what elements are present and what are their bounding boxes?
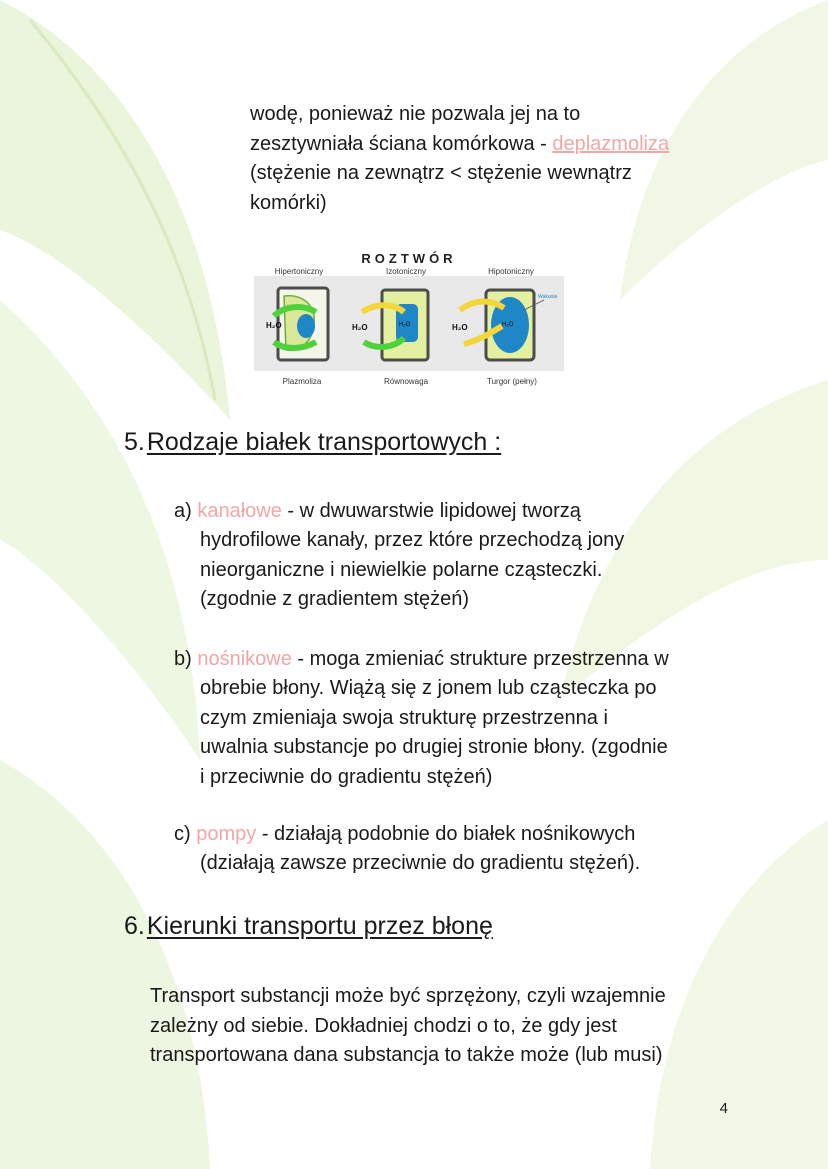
- page-number: 4: [719, 1100, 728, 1117]
- section-6-heading: [124, 911, 493, 941]
- label-hipertoniczny: Hipertoniczny: [274, 267, 324, 276]
- item-a-line-1: - w dwuwarstwie lipidowej tworzą: [281, 500, 581, 522]
- water-label-2b: H₂O: [399, 322, 411, 328]
- item-b-term: nośnikowe: [197, 648, 292, 670]
- item-a-term: kanałowe: [197, 500, 282, 522]
- diagram-title: ROZTWÓR: [361, 251, 457, 266]
- deplazmoliza-link[interactable]: deplazmoliza: [552, 132, 670, 155]
- vacuole-label: Wakuola: [538, 294, 558, 300]
- item-a-line-4: (zgodnie z gradientem stężeń): [200, 588, 470, 610]
- water-label-3: H₂O: [452, 323, 468, 332]
- item-a-continuation: [200, 526, 624, 615]
- item-c-line-2: (działają zawsze przeciwnie do gradientu stężeń).: [200, 852, 641, 874]
- item-b-label: b): [174, 648, 192, 670]
- list-item-c: [174, 820, 635, 850]
- item-a-line-3: nieorganiczne i niewielkie polarne cząsteczki.: [200, 558, 603, 581]
- item-b-line-2: obrebie błony. Wiążą się z jonem lub cząsteczka po: [200, 677, 657, 699]
- section-6-line-3: transportowana dana substancja to także może (lub musi): [150, 1044, 663, 1066]
- item-a-label: a): [174, 500, 192, 522]
- section-5-title: Rodzaje białek transportowych :: [146, 428, 502, 456]
- item-b-line-4: uwalnia substancje po drugiej stronie błony. (zgodnie: [200, 736, 668, 758]
- section-6-number: 6.: [124, 912, 145, 940]
- section-5-heading: [124, 427, 501, 457]
- section-6-paragraph: [150, 982, 666, 1071]
- label-plazmoliza: Plazmoliza: [282, 377, 322, 386]
- item-c-label: c): [174, 823, 191, 845]
- section-6-line-1: Transport substancji może być sprzężony, czyli wzajemnie: [150, 985, 666, 1007]
- section-6-line-2: zależny od siebie. Dokładniej chodzi o to, że gdy jest: [150, 1014, 617, 1037]
- intro-line-2: zesztywniała ściana komórkowa -: [250, 132, 553, 155]
- water-label-2: H₂O: [352, 323, 368, 332]
- list-item-a: [174, 497, 581, 527]
- water-label-1: H₂O: [266, 321, 282, 330]
- label-hipotoniczny: Hipotoniczny: [488, 267, 534, 276]
- intro-line-1: wodę, ponieważ nie pozwala jej na to: [250, 103, 581, 125]
- label-turgor: Turgor (pełny): [487, 377, 537, 386]
- osmosis-diagram: [254, 246, 564, 391]
- item-c-continuation: [200, 849, 640, 879]
- item-c-term: pompy: [196, 823, 257, 845]
- label-izotoniczny: Izotoniczny: [385, 267, 427, 276]
- section-5-number: 5.: [124, 428, 145, 456]
- item-b-line-3: czym zmieniaja swoja strukturę przestrzenna i: [200, 706, 608, 729]
- item-b-line-1: - moga zmieniać strukture przestrzenna w: [291, 648, 669, 670]
- item-b-continuation: [200, 674, 668, 792]
- water-label-3b: H₂O: [502, 322, 514, 328]
- intro-line-3: (stężenie na zewnątrz < stężenie wewnątrz: [250, 162, 632, 184]
- section-6-title: Kierunki transportu przez błonę: [146, 912, 493, 940]
- item-c-line-1: - działają podobnie do białek nośnikowych: [256, 823, 636, 845]
- intro-line-4: komórki): [250, 191, 327, 214]
- item-b-line-5: i przeciwnie do gradientu stężeń): [200, 765, 493, 788]
- label-rownowaga: Równowaga: [383, 377, 429, 386]
- intro-paragraph: [250, 100, 669, 218]
- list-item-b: [174, 645, 669, 675]
- item-a-line-2: hydrofilowe kanały, przez które przechodzą jony: [200, 529, 625, 551]
